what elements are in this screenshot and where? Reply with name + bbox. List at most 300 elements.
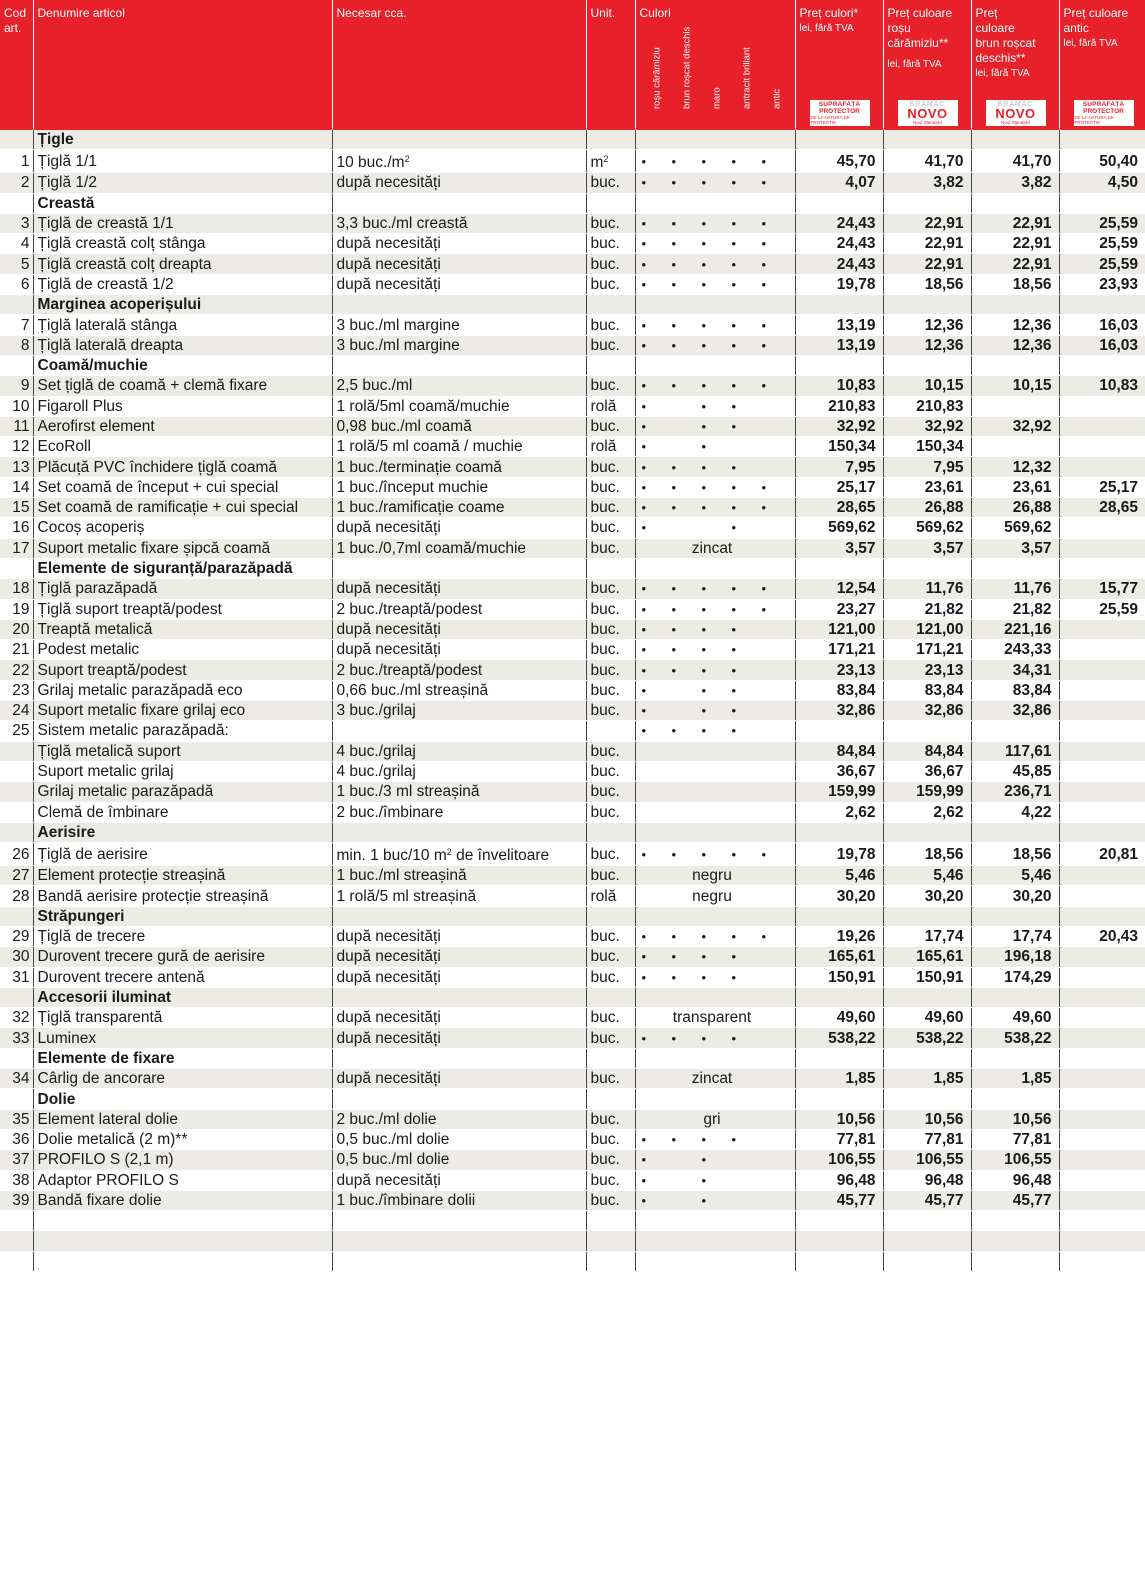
price-antic [1059,701,1145,721]
cell-need [332,457,586,477]
color-text: negru [692,887,732,905]
price-colors: 24,43 [795,234,883,254]
color-dot: • [731,236,737,252]
table-row [0,1231,1145,1251]
color-dot [762,397,792,416]
cell-colors [635,680,795,700]
cell-need [332,355,586,375]
cell-need [332,173,586,193]
color-text: gri [703,1110,721,1128]
cell-need [332,802,586,822]
need-text: 2,5 buc./ml [336,377,413,395]
cell-unit [586,376,635,396]
table-row [0,457,1145,477]
cell-unit [586,213,635,233]
color-dot: • [731,500,737,516]
cell-need [332,416,586,436]
price-antic: 25,59 [1059,213,1145,233]
cell-need [332,1231,586,1251]
color-dot: • [641,1132,647,1148]
price-brown: 5,46 [971,866,1059,886]
price-antic [1059,866,1145,886]
cell-colors [635,173,795,193]
table-row [0,538,1145,558]
color-dot [672,701,702,720]
price-brown [971,1048,1059,1068]
cell-code: 11 [0,416,33,436]
color-dot: • [641,682,647,698]
unit-text: buc. [590,948,620,966]
cell-unit [586,437,635,457]
cell-need [332,1089,586,1109]
need-text: 1 buc./ml streașină [336,867,467,885]
header-price-red: Preț culoare roșu cărămiziu** lei, fără TVA BRAMAC NOVO Noul Standard [883,0,971,130]
price-brown [971,1089,1059,1109]
cell-name: Țiglă 1/1 [33,150,332,173]
table-row [0,1028,1145,1048]
cell-need [332,1251,586,1271]
cell-colors [635,802,795,822]
price-antic [1059,1170,1145,1190]
need-text: după necesități [336,235,441,253]
need-superscript: 2 [446,847,452,858]
price-red: 30,20 [883,886,971,906]
cell-need [332,640,586,660]
table-row [0,234,1145,254]
cell-code: 17 [0,538,33,558]
color-dot: • [731,398,737,414]
need-text: 1 rolă/5 ml coamă / muchie [336,438,523,456]
price-colors [795,1048,883,1068]
table-row [0,1129,1145,1149]
cell-colors [635,761,795,781]
cell-name: Țiglă de aerisire [33,843,332,866]
price-colors: 28,65 [795,498,883,518]
color-dot: • [701,581,707,597]
color-dot: • [671,1030,677,1046]
cell-unit [586,579,635,599]
unit-text: buc. [590,539,620,557]
unit-text: buc. [590,336,620,354]
color-dot: • [701,459,707,475]
price-colors: 19,78 [795,843,883,866]
cell-need [332,579,586,599]
unit-text: rolă [590,397,617,415]
cell-name: Luminex [33,1028,332,1048]
cell-name: Țiglă creastă colț dreapta [33,254,332,274]
price-red [883,558,971,578]
unit-text: buc. [590,803,620,821]
cell-code: 20 [0,619,33,639]
unit-text: buc. [590,845,620,863]
color-dot: • [641,642,647,658]
cell-unit [586,987,635,1007]
table-row [0,761,1145,781]
cell-need [332,741,586,761]
price-antic: 25,17 [1059,477,1145,497]
price-colors [795,822,883,842]
cell-unit [586,1048,635,1068]
price-brown: 18,56 [971,843,1059,866]
color-dot: • [731,581,737,597]
price-brown [971,558,1059,578]
color-dot [762,640,792,659]
price-antic: 50,40 [1059,150,1145,173]
unit-text: buc. [590,1110,620,1128]
cell-unit [586,886,635,906]
cell-unit [586,822,635,842]
color-dot: • [641,929,647,945]
cell-unit [586,599,635,619]
price-red: 7,95 [883,457,971,477]
table-row [0,619,1145,639]
price-antic [1059,1129,1145,1149]
color-name-label: antracit briliant [741,47,753,109]
need-text: 2 buc./îmbinare [336,803,444,821]
price-brown: 49,60 [971,1008,1059,1028]
color-dot: • [701,500,707,516]
color-dot [762,1130,792,1149]
cell-code [0,295,33,315]
color-dot: • [731,1030,737,1046]
cell-colors [635,619,795,639]
color-dot [672,1191,702,1210]
price-brown: 83,84 [971,680,1059,700]
price-antic [1059,1048,1145,1068]
cell-need [332,1069,586,1089]
table-row [0,498,1145,518]
cell-name: Aerofirst element [33,416,332,436]
color-dot: • [731,317,737,333]
need-text: după necesități [336,1009,441,1027]
section-row [0,906,1145,926]
unit-text: buc. [590,418,620,435]
price-antic: 25,59 [1059,234,1145,254]
cell-unit [586,660,635,680]
price-red: 569,62 [883,518,971,538]
cell-unit [586,967,635,987]
cell-code: 30 [0,947,33,967]
price-red: 106,55 [883,1150,971,1170]
color-dot: • [701,703,707,719]
color-name-label: maro [711,87,723,109]
cell-colors [635,926,795,946]
unit-text: buc. [590,255,620,273]
cell-name: PROFILO S (2,1 m) [33,1150,332,1170]
cell-colors [635,1008,795,1028]
price-red: 210,83 [883,396,971,416]
cell-colors [635,843,795,866]
price-brown: 77,81 [971,1129,1059,1149]
price-red [883,1048,971,1068]
price-red: 2,62 [883,802,971,822]
price-brown: 106,55 [971,1150,1059,1170]
cell-code [0,1211,33,1231]
cell-colors [635,1048,795,1068]
unit-text: buc. [590,620,620,638]
color-dot [732,1191,762,1210]
cell-need [332,1109,586,1129]
table-row [0,416,1145,436]
color-dot: • [641,1192,647,1208]
color-dot: • [701,175,707,191]
color-dot: • [731,479,737,495]
cell-need [332,761,586,781]
color-dot [762,458,792,477]
section-title: Accesorii iluminat [33,987,332,1007]
cell-code: 21 [0,640,33,660]
cell-colors [635,558,795,578]
color-dot: • [731,378,737,394]
price-brown [971,987,1059,1007]
unit-text: buc. [590,641,620,659]
color-dot [732,437,762,456]
price-colors: 13,19 [795,335,883,355]
table-row [0,1211,1145,1231]
color-dot: • [731,601,737,617]
need-text: 0,5 buc./ml dolie [336,1151,450,1169]
price-brown: 12,36 [971,315,1059,335]
cell-name: Set coamă de ramificație + cui special [33,498,332,518]
header-unit: Unit. [586,0,635,130]
cell-need [332,967,586,987]
cell-code: 12 [0,437,33,457]
cell-unit [586,254,635,274]
cell-need [332,599,586,619]
price-brown [971,906,1059,926]
price-red [883,906,971,926]
color-dot: • [731,276,737,292]
need-text: min. 1 buc/10 m [336,847,447,865]
cell-colors [635,721,795,741]
color-dot: • [731,969,737,985]
color-dot: • [701,929,707,945]
price-red: 22,91 [883,254,971,274]
need-text: 2 buc./ml dolie [336,1110,437,1128]
cell-code [0,987,33,1007]
cell-need [332,254,586,274]
price-brown: 45,77 [971,1190,1059,1210]
price-antic [1059,741,1145,761]
table-row [0,254,1145,274]
price-brown: 22,91 [971,234,1059,254]
price-red: 12,36 [883,335,971,355]
price-colors: 150,34 [795,437,883,457]
unit-text: rolă [590,887,617,905]
color-dot: • [701,1132,707,1148]
color-dot: • [731,621,737,637]
table-row [0,1109,1145,1129]
price-colors: 106,55 [795,1150,883,1170]
price-brown: 3,82 [971,173,1059,193]
unit-text: rolă [590,438,617,456]
cell-colors [635,782,795,802]
cell-name: Țiglă transparentă [33,1008,332,1028]
table-body [0,130,1145,1272]
price-red [883,1231,971,1251]
color-dot [762,721,792,740]
price-brown [971,295,1059,315]
cell-name: Dolie metalică (2 m)** [33,1129,332,1149]
price-colors: 23,13 [795,660,883,680]
color-dot: • [641,1030,647,1046]
price-brown: 26,88 [971,498,1059,518]
price-brown: 196,18 [971,947,1059,967]
color-dot: • [641,1152,647,1168]
cell-code: 37 [0,1150,33,1170]
unit-text: buc. [590,1191,620,1209]
cell-colors [635,477,795,497]
price-antic [1059,1008,1145,1028]
price-brown [971,1231,1059,1251]
cell-unit [586,234,635,254]
color-dot: • [731,703,737,719]
price-brown: 17,74 [971,926,1059,946]
price-colors: 19,26 [795,926,883,946]
color-dot: • [701,317,707,333]
section-row [0,987,1145,1007]
price-red: 150,91 [883,967,971,987]
color-dot: • [761,500,767,516]
color-dot: • [731,662,737,678]
price-colors: 45,77 [795,1190,883,1210]
cell-colors [635,457,795,477]
color-dot: • [641,276,647,292]
price-antic [1059,761,1145,781]
cell-unit [586,680,635,700]
cell-colors [635,315,795,335]
color-dot: • [731,520,737,536]
cell-name: Treaptă metalică [33,619,332,639]
price-colors: 19,78 [795,274,883,294]
table-row [0,335,1145,355]
need-text: 3 buc./ml margine [336,316,460,334]
price-colors: 49,60 [795,1008,883,1028]
cell-unit [586,457,635,477]
price-red [883,987,971,1007]
price-colors: 569,62 [795,518,883,538]
cell-name: Suport treaptă/podest [33,660,332,680]
color-dot: • [671,459,677,475]
cell-need [332,619,586,639]
price-antic: 23,93 [1059,274,1145,294]
price-brown: 236,71 [971,782,1059,802]
price-antic [1059,1028,1145,1048]
price-brown: 34,31 [971,660,1059,680]
cell-need [332,1170,586,1190]
unit-text: m [590,154,604,172]
price-colors: 5,46 [795,866,883,886]
cell-unit [586,761,635,781]
price-red: 32,92 [883,416,971,436]
color-dot: • [701,601,707,617]
need-text: 1 buc./ramificație coame [336,499,505,517]
price-brown [971,437,1059,457]
table-row [0,701,1145,721]
cell-need [332,193,586,213]
table-row [0,1170,1145,1190]
color-dot: • [731,642,737,658]
need-text: 4 buc./grilaj [336,763,416,781]
section-title: Dolie [33,1089,332,1109]
cell-need [332,295,586,315]
cell-colors [635,741,795,761]
table-row [0,680,1145,700]
header-price-antic: Preț culoare antic lei, fără TVA SUPRAFAȚA PROTECTOR DE LA NATURA DE PROTECȚIE [1059,0,1145,130]
price-antic [1059,967,1145,987]
cell-unit [586,558,635,578]
cell-need [332,1211,586,1231]
cell-code: 19 [0,599,33,619]
color-dot: • [701,969,707,985]
header-price-brown: Preț culoare brun roșcat deschis** lei, fără TVA BRAMAC NOVO Noul Standard [971,0,1059,130]
need-text: 1 buc./3 ml streașină [336,783,480,801]
cell-name: Țiglă laterală stânga [33,315,332,335]
table-row [0,213,1145,233]
need-text: după necesități [336,620,441,638]
need-text: 2 buc./treaptă/podest [336,661,483,679]
cell-colors [635,213,795,233]
cell-name: Clemă de îmbinare [33,802,332,822]
color-dot [762,661,792,680]
price-red [883,130,971,150]
price-colors: 32,86 [795,701,883,721]
color-dot: • [671,723,677,739]
cell-unit [586,355,635,375]
table-row [0,518,1145,538]
color-dot: • [671,317,677,333]
cell-unit [586,335,635,355]
unit-text: buc. [590,215,620,233]
cell-need [332,130,586,150]
color-dot: • [701,949,707,965]
price-antic [1059,721,1145,741]
color-dot: • [761,236,767,252]
price-red: 45,77 [883,1190,971,1210]
color-dot: • [641,581,647,597]
price-red [883,1089,971,1109]
cell-colors [635,376,795,396]
cell-colors [635,538,795,558]
unit-text: buc. [590,499,620,517]
color-dot [762,1191,792,1210]
color-dot: • [731,216,737,232]
color-dot [672,518,702,537]
cell-name: Țiglă de creastă 1/2 [33,274,332,294]
unit-text: buc. [590,928,620,946]
color-dot: • [731,929,737,945]
price-colors: 23,27 [795,599,883,619]
price-colors: 3,57 [795,538,883,558]
cell-colors [635,1109,795,1129]
cell-name: Durovent trecere antenă [33,967,332,987]
color-dot: • [641,216,647,232]
cell-code: 15 [0,498,33,518]
table-row [0,1008,1145,1028]
header-need: Necesar cca. [332,0,586,130]
cell-colors [635,886,795,906]
price-colors: 7,95 [795,457,883,477]
cell-colors [635,254,795,274]
section-title: Țigle [33,130,332,150]
cell-code: 9 [0,376,33,396]
price-colors: 1,85 [795,1069,883,1089]
price-red: 18,56 [883,843,971,866]
color-dot: • [641,459,647,475]
color-dot: • [761,846,767,862]
color-dot: • [671,601,677,617]
price-antic [1059,947,1145,967]
